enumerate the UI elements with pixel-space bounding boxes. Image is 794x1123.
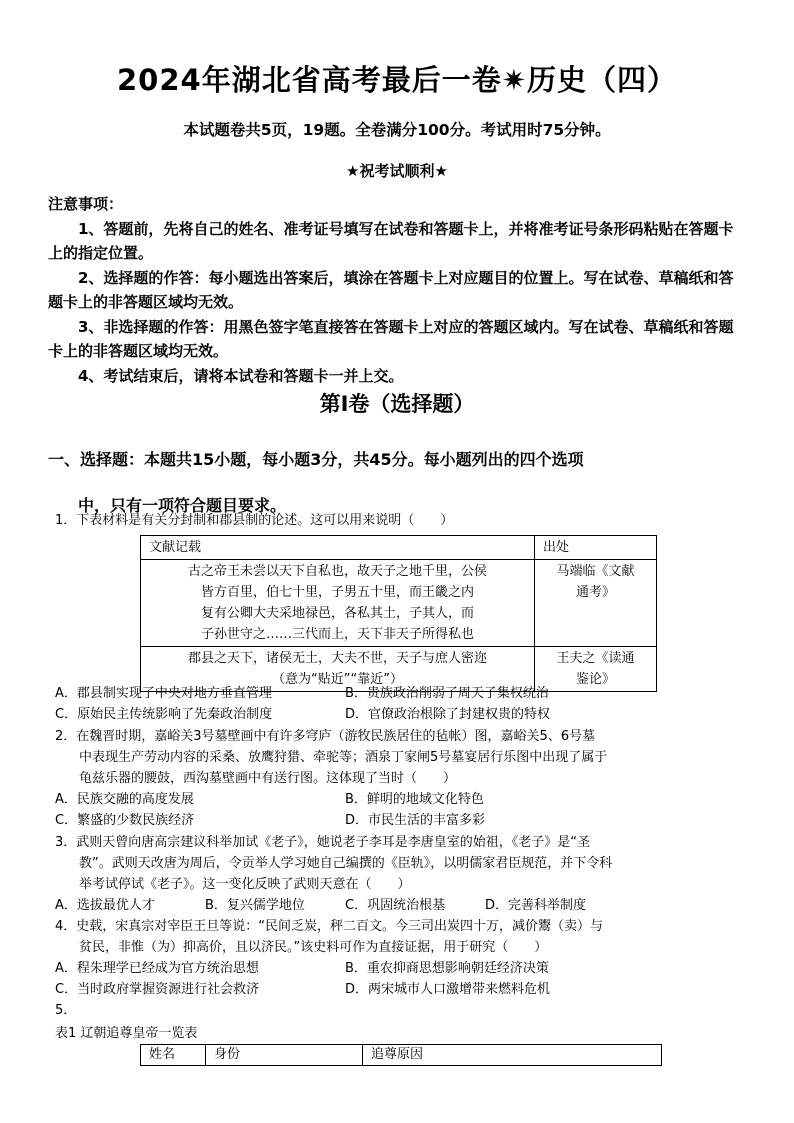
option-c[interactable]: C．当时政府掌握资源进行社会救济 (55, 982, 260, 997)
source-line: 通考》 (575, 585, 615, 600)
notice-heading: 注意事项： (48, 195, 124, 213)
notice-item: 2、选择题的作答：每小题选出答案后，填涂在答题卡上对应题目的位置上。写在试卷、草稿纸和答题卡上的非答题区域均无效。 (48, 268, 734, 311)
question-4-stem (55, 916, 755, 958)
question-5-table (140, 1044, 662, 1066)
question-2-options (55, 789, 755, 831)
text-line: （意为“贴近”“靠近”） (272, 672, 403, 687)
notice-item: 4、考试结束后，请将本试卷和答题卡一并上交。 (78, 366, 404, 385)
table-header-cell: 身份 (206, 1045, 363, 1066)
option-c[interactable]: C．繁盛的少数民族经济 (55, 813, 195, 828)
option-a[interactable]: A．郡县制实现了中央对地方垂直管理 (55, 686, 272, 701)
stem-line: 教”。武则天改唐为周后，令贡举人学习她自己编撰的《臣轨》，以明儒家君臣规范，并下令科 (79, 856, 613, 871)
stem-line: 4．史载，宋真宗对宰臣王旦等说：“民间乏炭，秤二百文。今三司出炭四十万，减价鬻（卖）与 (55, 919, 604, 934)
option-d[interactable]: D．完善科举制度 (485, 898, 587, 913)
notice-section (48, 192, 748, 388)
option-b[interactable]: B．复兴儒学地位 (205, 898, 305, 913)
source-line: 鉴论》 (575, 672, 615, 687)
table-header-row (141, 1045, 662, 1066)
option-a[interactable]: A．程朱理学已经成为官方统治思想 (55, 961, 259, 976)
part-title: 第Ⅰ卷（选择题） (319, 392, 475, 416)
exam-subtitle: 本试题卷共5页，19题。全卷满分100分。考试用时75分钟。 (183, 121, 611, 139)
text-line: 古之帝王未尝以天下自私也，故天子之地千里，公侯 (187, 564, 487, 579)
stem-line: 2．在魏晋时期，嘉峪关3号墓壁画中有许多穹庐（游牧民族居住的毡帐）图，嘉峪关5、6号墓 (55, 729, 596, 744)
table-cell-source (535, 560, 657, 647)
source-line: 马端临《文献 (556, 564, 635, 579)
question-5-stem: 5． (55, 1003, 77, 1018)
stem-line: 3．武则天曾向唐高宗建议科举加试《老子》，她说老子李耳是李唐皇室的始祖，《老子》是“圣 (55, 835, 591, 850)
option-d[interactable]: D．市民生活的丰富多彩 (345, 813, 486, 828)
stem-line: 中表现生产劳动内容的采桑、放鹰狩猎、牵驼等；酒泉丁家闸5号墓宴居行乐图中出现了属于 (79, 750, 608, 765)
table-header-cell: 出处 (535, 536, 657, 560)
table-cell-text (141, 560, 535, 647)
text-line: 复有公卿大夫采地禄邑，各私其土，子其人，而 (200, 606, 474, 621)
text-line: 皆方百里，伯七十里，子男五十里，而王畿之内 (200, 585, 474, 600)
option-d[interactable]: D．官僚政治根除了封建权贵的特权 (345, 707, 551, 722)
option-b[interactable]: B．重农抑商思想影响朝廷经济决策 (345, 961, 549, 976)
table-header-cell: 追尊原因 (363, 1045, 662, 1066)
table-caption: 表1 辽朝追尊皇帝一览表 (55, 1026, 198, 1041)
question-4-options (55, 958, 755, 1000)
question-1-stem: 1．下表材料是有关分封制和郡县制的论述。这可以用来说明（ ） (55, 513, 454, 528)
stem-line: 贫民，非惟（为）抑高价，且以济民。”该史料可作为直接证据，用于研究（ ） (79, 940, 548, 955)
question-1-options (55, 683, 755, 725)
table-header-cell: 姓名 (141, 1045, 206, 1066)
section-line: 中，只有一项符合题目要求。 (78, 496, 287, 515)
text-line: 子孙世守之……三代而上，天下非天子所得私也 (200, 627, 474, 642)
section-line: 一、选择题：本题共15小题，每小题3分，共45分。每小题列出的四个选项 (48, 450, 584, 469)
option-c[interactable]: C．原始民主传统影响了先秦政治制度 (55, 707, 273, 722)
option-a[interactable]: A．民族交融的高度发展 (55, 792, 194, 807)
option-b[interactable]: B．贵族政治削弱了周天子集权统治 (345, 686, 549, 701)
question-3-options (55, 895, 755, 916)
option-a[interactable]: A．选拔最优人才 (55, 898, 155, 913)
notice-item: 1、答题前，先将自己的姓名、准考证号填写在试卷和答题卡上，并将准考证号条形码粘贴在答题卡上的指定位置。 (48, 219, 734, 262)
question-2-stem (55, 726, 755, 789)
option-c[interactable]: C．巩固统治根基 (345, 898, 446, 913)
notice-item: 3、非选择题的作答：用黑色签字笔直接答在答题卡上对应的答题区域内。写在试卷、草稿纸和答题卡上的非答题区域均无效。 (48, 317, 734, 360)
question-3-stem (55, 832, 755, 895)
option-b[interactable]: B．鲜明的地域文化特色 (345, 792, 484, 807)
table-header-cell: 文献记载 (141, 536, 535, 560)
table-header-row (141, 536, 657, 560)
blessing-line: ★祝考试顺利★ (346, 162, 448, 180)
table-row (141, 560, 657, 647)
source-line: 王夫之《读通 (556, 651, 635, 666)
text-line: 郡县之天下，诸侯无土，大夫不世，天子与庶人密迩 (187, 651, 487, 666)
exam-title: 2024年湖北省高考最后一卷✷历史（四） (116, 63, 677, 97)
question-1-table (140, 535, 657, 692)
option-d[interactable]: D．两宋城市人口激增带来燃料危机 (345, 982, 551, 997)
stem-line: 举考试停试《老子》。这一变化反映了武则天意在（ ） (79, 877, 411, 892)
stem-line: 龟兹乐器的腰鼓，西沟墓壁画中有送行图。这体现了当时（ ） (79, 771, 457, 786)
